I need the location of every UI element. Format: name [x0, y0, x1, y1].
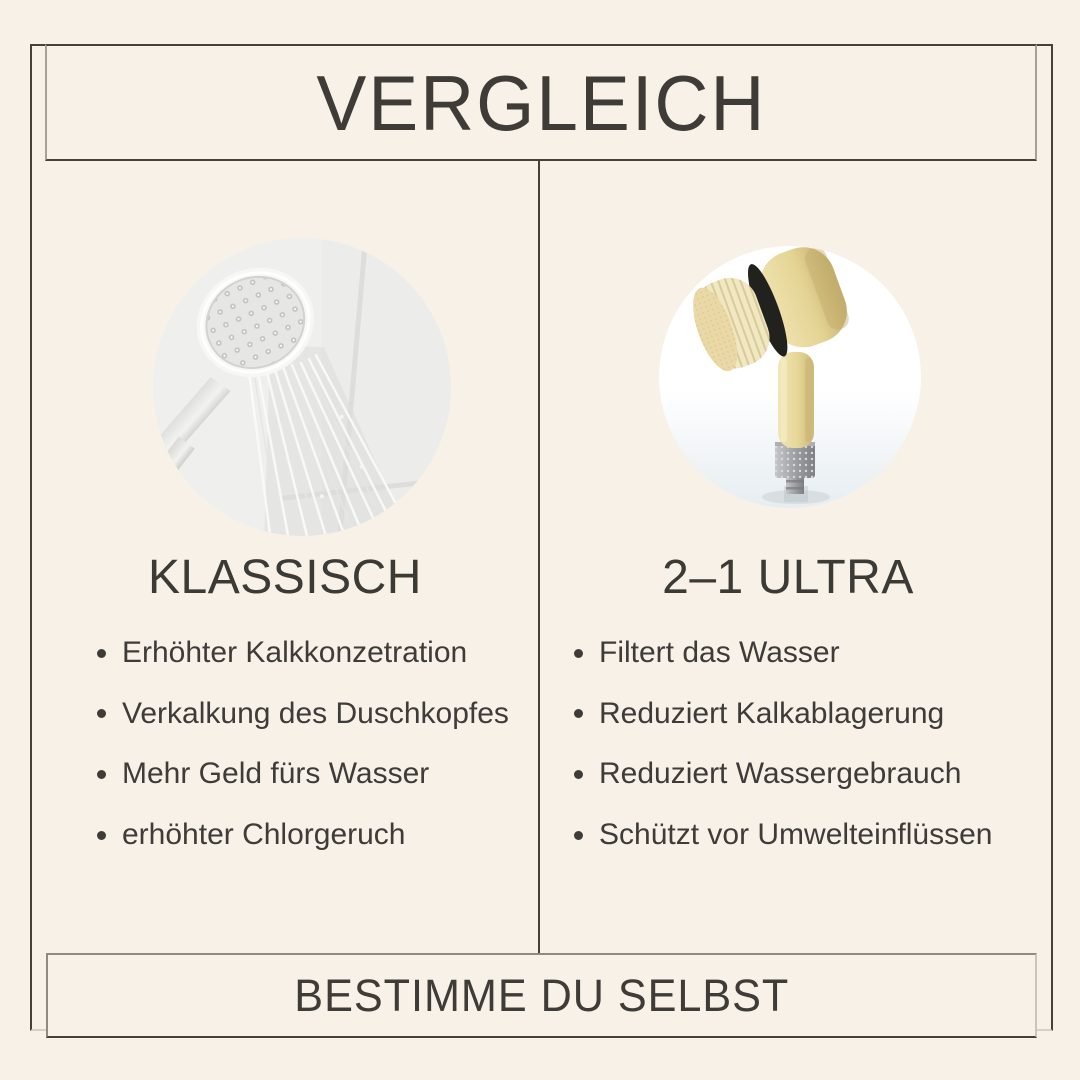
- list-item: Verkalkung des Duschkopfes: [97, 684, 509, 745]
- column-heading-ultra: 2–1 ULTRA: [662, 551, 914, 604]
- list-item: Mehr Geld fürs Wasser: [97, 744, 509, 805]
- classic-shower-image-circle: [153, 238, 451, 536]
- page-title: VERGLEICH: [315, 58, 767, 147]
- outer-frame: [30, 44, 1053, 1031]
- classic-shower-photo: [153, 238, 451, 536]
- list-item: Schützt vor Umwelteinflüssen: [574, 805, 993, 866]
- list-item: Reduziert Wassergebrauch: [574, 744, 993, 805]
- list-item: erhöhter Chlorgeruch: [97, 805, 509, 866]
- footer-title: BESTIMME DU SELBST: [294, 970, 789, 1021]
- list-item: Filtert das Wasser: [574, 623, 993, 684]
- ultra-shower-image-circle: [659, 246, 921, 508]
- ultra-bullet-list: [574, 623, 993, 865]
- list-item: Reduziert Kalkablagerung: [574, 684, 993, 745]
- header-box: [45, 44, 1037, 161]
- ultra-shower-photo: [659, 246, 921, 508]
- list-item: Erhöhter Kalkkonzetration: [97, 623, 509, 684]
- footer-box: [46, 953, 1037, 1038]
- klassisch-bullet-list: [97, 623, 509, 865]
- column-heading-klassisch: KLASSISCH: [148, 551, 422, 604]
